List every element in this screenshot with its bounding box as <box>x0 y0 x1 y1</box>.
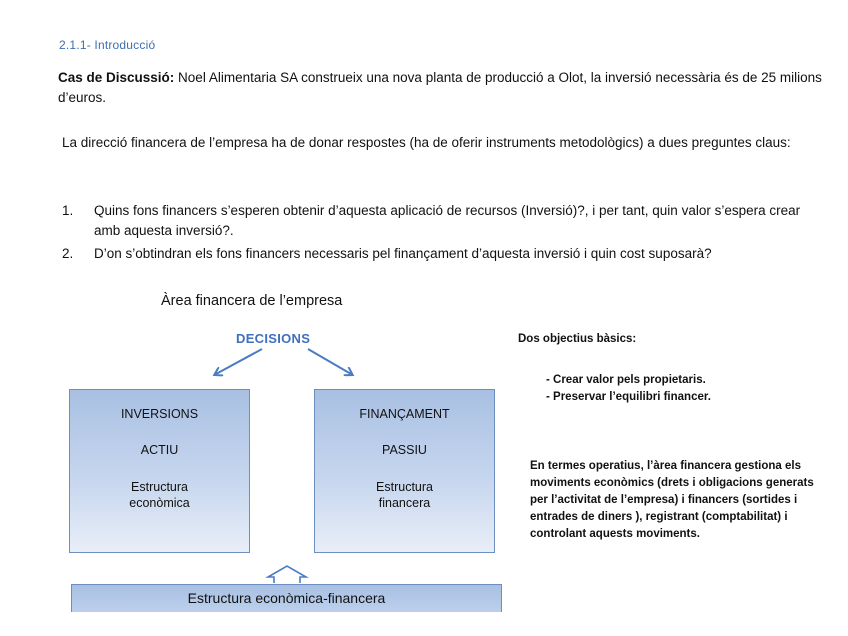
decisions-right-arrow <box>308 349 351 374</box>
financament-box <box>314 389 495 553</box>
actiu-label: ACTIU <box>140 443 179 457</box>
list-item-text: D’on s’obtindran els fons financers necessaris pel finançament d’aquesta inversió i quin cost suposarà? <box>94 246 712 261</box>
financament-label: FINANÇAMENT <box>359 407 450 421</box>
estructura-financera-label <box>315 479 494 511</box>
estructura-word: Estructura <box>131 480 188 494</box>
case-text: Noel Alimentaria SA construeix una nova planta de producció a Olot, la inversió necessària és de 25 milions d’euros. <box>58 70 822 105</box>
list-item-text: Quins fons financers s’esperen obtenir d’aquesta aplicació de recursos (Inversió)?, i per tant, quin valor s’espera crear amb aquesta inversió?. <box>94 203 801 238</box>
bottom-up-arrow <box>268 566 306 583</box>
estructura-economica-label <box>70 479 249 511</box>
list-item-number: 1. <box>62 203 74 218</box>
decisions-left-arrow <box>216 349 262 374</box>
financera-word: financera <box>378 496 431 510</box>
list-item-number: 2. <box>62 246 74 261</box>
inversions-label: INVERSIONS <box>120 407 199 421</box>
intro-paragraph: La direcció financera de l’empresa ha de donar respostes (ha de oferir instruments metodològics) a dues preguntes claus: <box>62 135 791 150</box>
economica-word: econòmica <box>129 496 190 510</box>
case-colon: : <box>169 70 175 85</box>
estructura-economica-financera-bar: Estructura econòmica-financera <box>71 584 502 612</box>
passiu-label: PASSIU <box>382 443 427 457</box>
objectives-list <box>546 372 711 406</box>
decisions-label: DECISIONS <box>236 331 311 346</box>
estructura-word: Estructura <box>376 480 433 494</box>
objectives-title: Dos objectius bàsics: <box>518 333 637 345</box>
diagram-title: Àrea financera de l’empresa <box>161 293 343 309</box>
section-heading: 2.1.1- Introducció <box>59 38 156 52</box>
list-item: - Crear valor pels propietaris. <box>546 374 706 386</box>
operatius-paragraph: En termes operatius, l’àrea financera gestiona els moviments econòmics (drets i obligacions generats per l’activitat de l’empresa) i financers (sortides i entrades de diners ), registrant (comptabilitat) i controlant aquests moviments. <box>530 460 814 540</box>
inversions-box <box>69 389 250 553</box>
list-item: - Preservar l’equilibri financer. <box>546 391 711 403</box>
case-label: Cas de Discussió <box>58 70 170 85</box>
